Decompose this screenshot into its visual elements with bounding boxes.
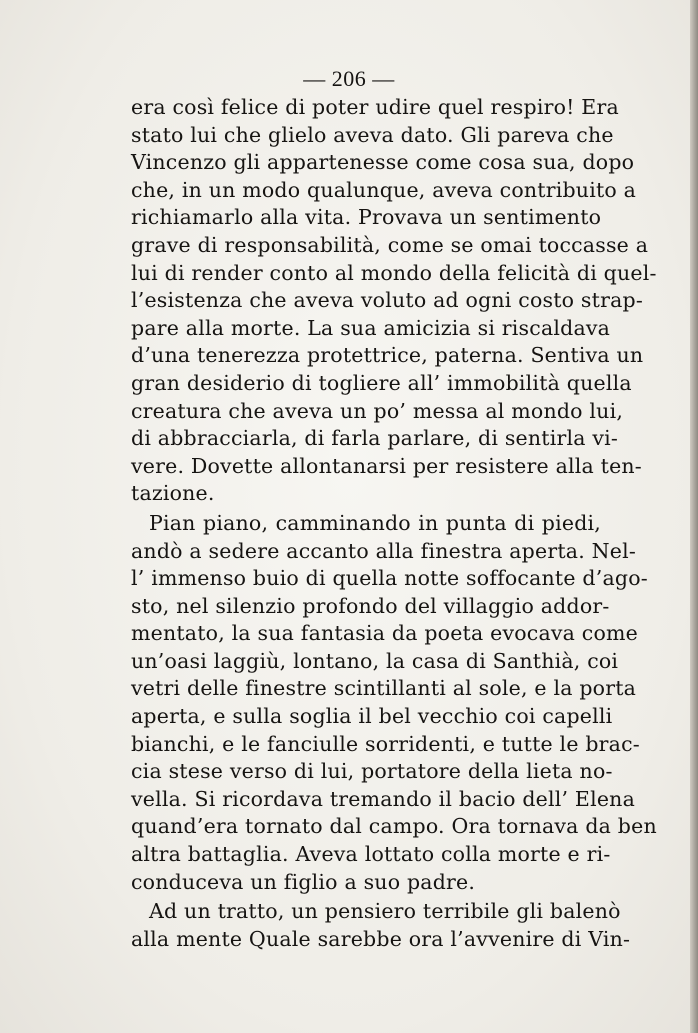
text-line: Pian piano, camminando in punta di piedi, xyxy=(149,510,601,535)
text-line: conduceva un figlio a suo padre. xyxy=(131,869,476,894)
text-line: altra battaglia. Aveva lottato colla morte e ri- xyxy=(131,842,611,867)
text-line: vere. Dovette allontanarsi per resistere alla ten- xyxy=(131,453,642,478)
text-line: quand’era tornato dal campo. Ora tornava da ben xyxy=(131,814,657,839)
text-line: Ad un tratto, un pensiero terribile gli balenò xyxy=(149,899,621,924)
text-line: mentato, la sua fantasia da poeta evocava come xyxy=(131,621,638,646)
text-line: era così felice di poter udire quel respiro! Era xyxy=(131,95,619,119)
text-line: pare alla morte. La sua amicizia si riscaldava xyxy=(131,315,611,340)
text-line: tazione. xyxy=(131,481,215,506)
text-line: l’esistenza che aveva voluto ad ogni costo strap- xyxy=(131,288,643,313)
text-line: richiamarlo alla vita. Provava un sentimento xyxy=(131,205,602,230)
page-number: — 206 — xyxy=(303,66,395,91)
text-line: l’ immenso buio di quella notte soffocante d’ago- xyxy=(131,566,648,591)
text-line: di abbracciarla, di farla parlare, di sentirla vi- xyxy=(131,426,619,451)
text-line: bianchi, e le fanciulle sorridenti, e tutte le brac- xyxy=(131,731,640,756)
text-line: alla mente Quale sarebbe ora l’avvenire di Vin- xyxy=(131,926,631,951)
text-line: Vincenzo gli appartenesse come cosa sua, dopo xyxy=(131,150,635,175)
text-line: d’una tenerezza protettrice, paterna. Sentiva un xyxy=(131,343,644,368)
text-line: grave di responsabilità, come se omai toccasse a xyxy=(131,232,649,257)
text-line: aperta, e sulla soglia il bel vecchio coi capelli xyxy=(131,704,613,729)
text-line: andò a sedere accanto alla finestra aperta. Nel- xyxy=(131,538,636,563)
text-line: un’oasi laggiù, lontano, la casa di Santhià, coi xyxy=(131,648,619,673)
text-line: vella. Si ricordava tremando il bacio dell’ Elena xyxy=(131,786,636,811)
page-edge-shadow xyxy=(690,0,698,1033)
text-line: stato lui che glielo aveva dato. Gli pareva che xyxy=(131,122,614,147)
body-text xyxy=(131,94,657,953)
text-line: lui di render conto al mondo della felicità di quel- xyxy=(131,260,657,285)
text-line: gran desiderio di togliere all’ immobilità quella xyxy=(131,370,632,395)
text-line: che, in un modo qualunque, aveva contribuito a xyxy=(131,177,637,202)
text-line: sto, nel silenzio profondo del villaggio addor- xyxy=(131,593,610,618)
text-line: cia stese verso di lui, portatore della lieta no- xyxy=(131,759,613,784)
text-line: creatura che aveva un po’ messa al mondo lui, xyxy=(131,398,624,423)
text-line: vetri delle finestre scintillanti al sole, e la porta xyxy=(131,676,637,701)
